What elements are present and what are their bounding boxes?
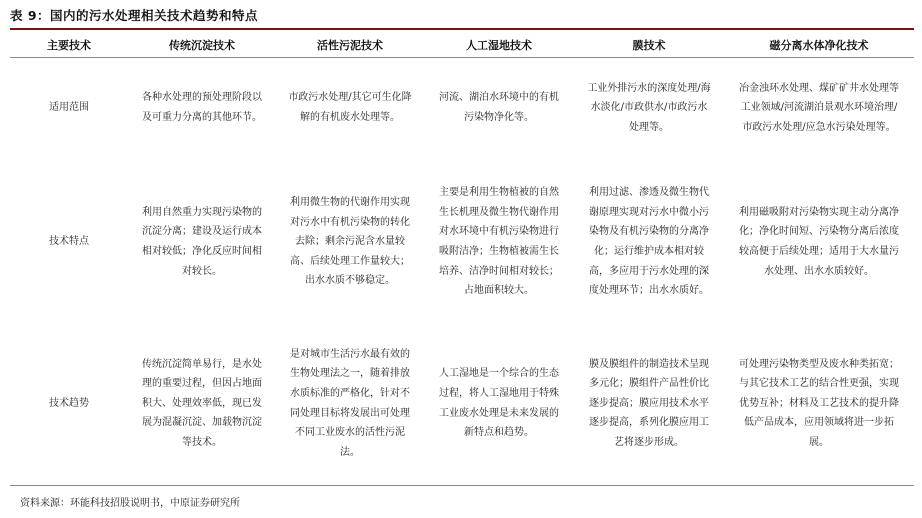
source-note: 资料来源：环能科技招股说明书，中原证券研究所 [20,498,240,509]
table-row [10,58,914,159]
table-cell: 利用微生物的代谢作用实现对污水中有机污染物的转化去除；剩余污泥含水量较高、后续处理工作量较大；出水水质不够稳定。 [290,197,410,287]
technology-comparison-table [10,32,914,481]
table-cell: 膜及膜组件的制造技术呈现多元化；膜组件产品性价比逐步提高；膜应用技术水平逐步提高，系列化膜应用工艺将逐步形成。 [589,358,709,448]
table-cell: 是对城市生活污水最有效的生物处理法之一，随着排放水质标准的严格化，针对不同处理目标将发展出可处理不同工业废水的活性污泥法。 [290,348,410,458]
table-cell: 河流、湖泊水环境中的有机污染物净化等。 [439,92,559,123]
table-row [10,326,914,481]
table-bottom-rule [10,485,914,486]
header-constructed-wetland: 人工湿地技术 [424,32,574,58]
row-label: 技术特点 [49,236,89,248]
table-cell: 市政污水处理/其它可生化降解的有机废水处理等。 [288,92,412,123]
table-cell: 利用磁吸附对污染物实现主动分离净化；净化时间短、污染物分离后浓度较高便于后续处理；适用于大水量污水处理、出水水质较好。 [739,206,899,277]
table-cell: 利用自然重力实现污染物的沉淀分离；建设及运行成本相对较低；净化反应时间相对较长。 [142,206,262,277]
row-label: 适用范围 [49,102,89,114]
table-cell: 传统沉淀简单易行，是水处理的重要过程，但因占地面积大、处理效率低，现已发展为混凝沉淀、加载物沉淀等技术。 [142,358,262,448]
table-cell: 主要是利用生物植被的自然生长机理及微生物代谢作用对水环境中有机污染物进行吸附洁净；生物植被需生长培养、洁净时间相对较长；占地面积较大。 [439,187,559,297]
table-row [10,158,914,326]
header-sedimentation: 传统沉淀技术 [128,32,276,58]
header-row [10,32,914,58]
table-cell: 工业外排污水的深度处理/海水淡化/市政供水/市政污水处理等。 [587,82,711,133]
table-cell: 可处理污染物类型及废水种类拓宽；与其它技术工艺的结合性更强，实现优势互补；材料及工艺技术的提升降低产品成本，应用领域将进一步拓展。 [739,358,899,448]
table-cell: 冶金浊环水处理、煤矿矿井水处理等工业领域/河流湖泊景观水环境治理/市政污水处理/应急水污染处理等。 [739,82,899,133]
table-title: 表 9：国内的污水处理相关技术趋势和特点 [10,8,259,23]
table-cell: 各种水处理的预处理阶段以及可重力分离的其他环节。 [142,92,262,123]
table-cell: 人工湿地是一个综合的生态过程，将人工湿地用于特殊工业废水处理是未来发展的新特点和趋势。 [439,368,559,439]
table-top-rule [10,28,914,30]
row-label: 技术趋势 [49,397,89,409]
header-activated-sludge: 活性污泥技术 [276,32,424,58]
header-magnetic-separation: 磁分离水体净化技术 [724,32,914,58]
header-membrane: 膜技术 [574,32,724,58]
header-main-tech: 主要技术 [10,32,128,58]
table-cell: 利用过滤、渗透及微生物代谢原理实现对污水中微小污染物及有机污染物的分离净化；运行维护成本相对较高，多应用于污水处理的深度处理环节；出水水质好。 [589,187,709,297]
